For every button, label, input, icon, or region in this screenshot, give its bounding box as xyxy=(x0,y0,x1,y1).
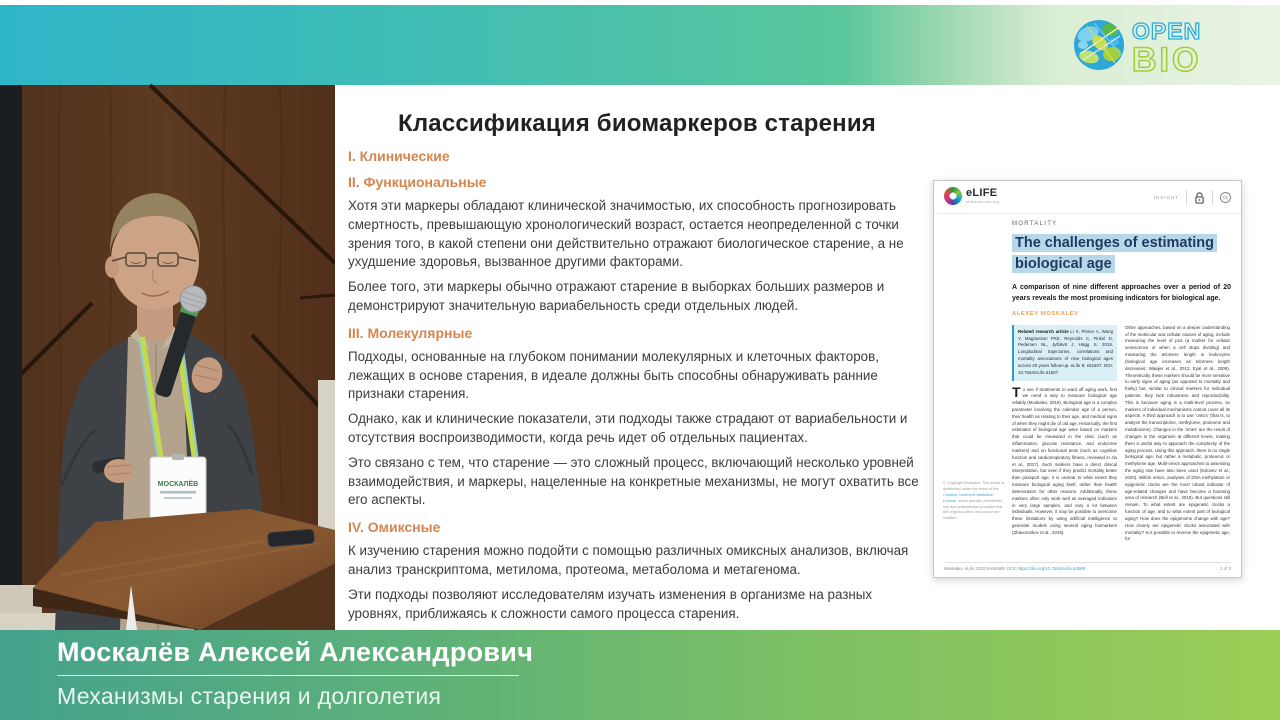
slide-body xyxy=(348,85,926,648)
section-heading-clinical: I. Клинические xyxy=(348,148,450,164)
slide-paragraph: Подходы, основанные на глубоком понимании молекулярных и клеточных факторов, лежащих в основе старения, в идеале должны быть способны обнаруживать ранние признаки старения. xyxy=(348,348,879,402)
paper-standfirst: A comparison of nine different approaches over a period of 20 years reveals the most promising indicators for biological age. xyxy=(1012,284,1231,302)
journal-site: elifesciences.org xyxy=(966,199,1000,204)
slide-paragraph: К изучению старения можно подойти с помощью различных омиксных анализов, включая анализ транскриптома, метилома, протеома, метаболома и метагенома. xyxy=(348,543,909,577)
slide xyxy=(335,85,1280,630)
speaker-name: Москалёв Алексей Александрович xyxy=(57,637,534,667)
banner-divider xyxy=(57,675,519,676)
journal-name: eLIFE xyxy=(966,187,998,199)
header-bar xyxy=(0,5,1280,85)
footer-page-number: 1 of 3 xyxy=(1220,566,1231,571)
paper-header xyxy=(934,181,1241,214)
divider xyxy=(1212,190,1213,205)
paper-column-right: Other approaches, based on a deeper understanding of the molecular and cellular causes of aging, include measuring the level of p16 (a marker for cellular senescence or when a cell stops dividing) and measuring the telomere length in leukocytes (biological age increases as telomere length decreases; Waaijer et al., 2012; Eyal et al., 2009). Theoretically, these markers should be more sensitive to early signs of aging (as opposed to mortality and frailty) but, similar to clinical markers for individual patients, they lack robustness and reproducibility. This is because aging is a multi-level process, so markers of individual mechanisms cannot cover all its aspects. A third approach is to use 'omics' (that is, to analyse the transcriptome, methylome, proteome and metabolome). Changes in the 'omes' are the result of changes in the organism at different levels, making them a useful way to approach the complexity of the aging process. Using this approach, there is no single biological age, but rather a metabolic, proteomic or methylome age. Multi-omics approaches to assessing the aging rate have also been used (Solovev et al., 2020). Within omics, analyses of DNA methylation or epigenetic clocks are the most robust indicator of age-related changes and have become a booming area of research (Bell et al., 2019). But questions still remain. To what extent are epigenetic clocks a function of age, and to what extent part of biological aging? How does the epigenome change with age? How closely are epigenetic clocks associated with mortality? Is it possible to reverse the epigenetic age, for xyxy=(1125,324,1230,542)
elife-logo-icon xyxy=(944,187,962,205)
logo-bio-text: BIO xyxy=(1132,41,1202,79)
paper-main xyxy=(1012,221,1231,543)
elife-brand xyxy=(944,187,999,205)
openbio-logo xyxy=(1070,12,1250,83)
insight-label: INSIGHT xyxy=(1153,195,1179,200)
frame-edge xyxy=(0,85,22,630)
related-article-box: Related research article Li X, Ploner A, Wang Y, Magnusson PKE, Reynolds C, Finkel D, Pedersen NL, Jylhävä J, Hägg S. 2019. Longitudinal trajectories, correlations and mortality associations of nine biological ages across 20 years follow-up. eLife 8: e51507. DOI: 10.7554/eLife.51507 xyxy=(1012,325,1117,381)
paper-column-left: Related research article Li X, Ploner A, Wang Y, Magnusson PKE, Reynolds C, Finkel D, Pedersen NL, Jylhävä J, Hägg S. 2019. Longitudinal trajectories, correlations and mortality associations of nine biological ages across 20 years follow-up. eLife 8: e51507. DOI: 10.7554/eLife.51507 To see if treatments to ward off aging work, first we need a way to measure biological age reliably (Moskalev, 2019). Biological age is a complex parameter involving the calendar age of a person, their health as relating to their age, and medical signs of when they might die of old age. Historically, the first estimates of biological age were based on markers that could be measured in the clinic (such as inflammation, glucose resistance, and endocrine markers) and on functional tests (such as cognitive function and cardiorespiratory fitness, reviewed in Jia et al., 2017). Such markers have a direct clinical interpretation, but even if they predict mortality better than passport age, it is unclear to what extent they measure biological aging itself, rather than health deterioration for other reasons. Additionally, these markers often only work well as averaged indicators in very large samples, and vary a lot between individuals. However, it may be possible to overcome these limitations by using artificial intelligence to generate models using several aging biomarkers (Zhavoronkov et al., 2019). xyxy=(1012,325,1117,544)
dropcap: T xyxy=(1012,383,1021,400)
slide-paragraph: Более того, эти маркеры обычно отражают старение в выборках больших размеров и демонстрируют значительную вариабельность среди отдельных людей. xyxy=(348,279,885,313)
footer-doi: DOI: https://doi.org/10.7554/eLife.54969 xyxy=(1007,566,1086,571)
openbio-logo-icon xyxy=(1074,20,1124,70)
section-heading-molecular: III. Молекулярные xyxy=(348,324,473,341)
badge-name: МОСКАЛЁВ xyxy=(157,481,199,488)
paper-author: ALEXEY MOSKALEV xyxy=(1012,310,1079,317)
section-heading-functional: II. Функциональные xyxy=(348,174,487,190)
paper-title: The challenges of estimating biological age xyxy=(1012,233,1231,275)
open-access-icon xyxy=(1194,191,1205,205)
divider xyxy=(1186,190,1187,205)
slide-paragraph: Это связано с тем, что старение — это сложный процесс, включающий несколько уровней взаимодействия, и маркеры, нацеленные на конкретные механизмы, не могут охватить все его аспекты. xyxy=(348,454,919,508)
slide-title: Классификация биомаркеров старения xyxy=(398,110,876,137)
logo-open-text: OPEN xyxy=(1132,18,1202,44)
slide-paragraph: Хотя эти маркеры обладают клинической значимостью, их способность прогнозировать смертность, превышающую хронологический возраст, остается неопределенной с точки зрения того, в какой степени они действительно отражают биологическое старение, а не ухудшение здоровья, вызванное другими факторами. xyxy=(348,198,904,270)
paper-figure xyxy=(933,180,1242,578)
cc-license-icon: cc xyxy=(1220,192,1231,203)
paper-category: MORTALITY xyxy=(1012,221,1058,227)
slide-paragraph: Эти подходы позволяют исследователям изучать изменения в организме на разных уровнях, приближаясь к сложности самого процесса старения. xyxy=(348,586,873,621)
slide-paragraph: Однако, как и клинические показатели, эти подходы также страдают от вариабельности и отсутствия воспроизводимости, когда речь идет об отдельных пациентах. xyxy=(348,411,908,445)
paper-footer xyxy=(944,562,1231,571)
copyright-note: © Copyright Moskalev. This article is distributed under the terms of the Creative Commons Attribution License, which permits unrestricted use and redistribution provided that the original author and source are credited. xyxy=(943,481,1005,521)
footer-citation: Moskalev. eLife 2020;9:e54969. xyxy=(944,566,1006,571)
speaker-video xyxy=(0,85,335,630)
talk-title: Механизмы старения и долголетия xyxy=(57,683,442,709)
section-heading-omics: IV. Омиксные xyxy=(348,519,441,536)
lower-third-banner xyxy=(0,630,1280,720)
